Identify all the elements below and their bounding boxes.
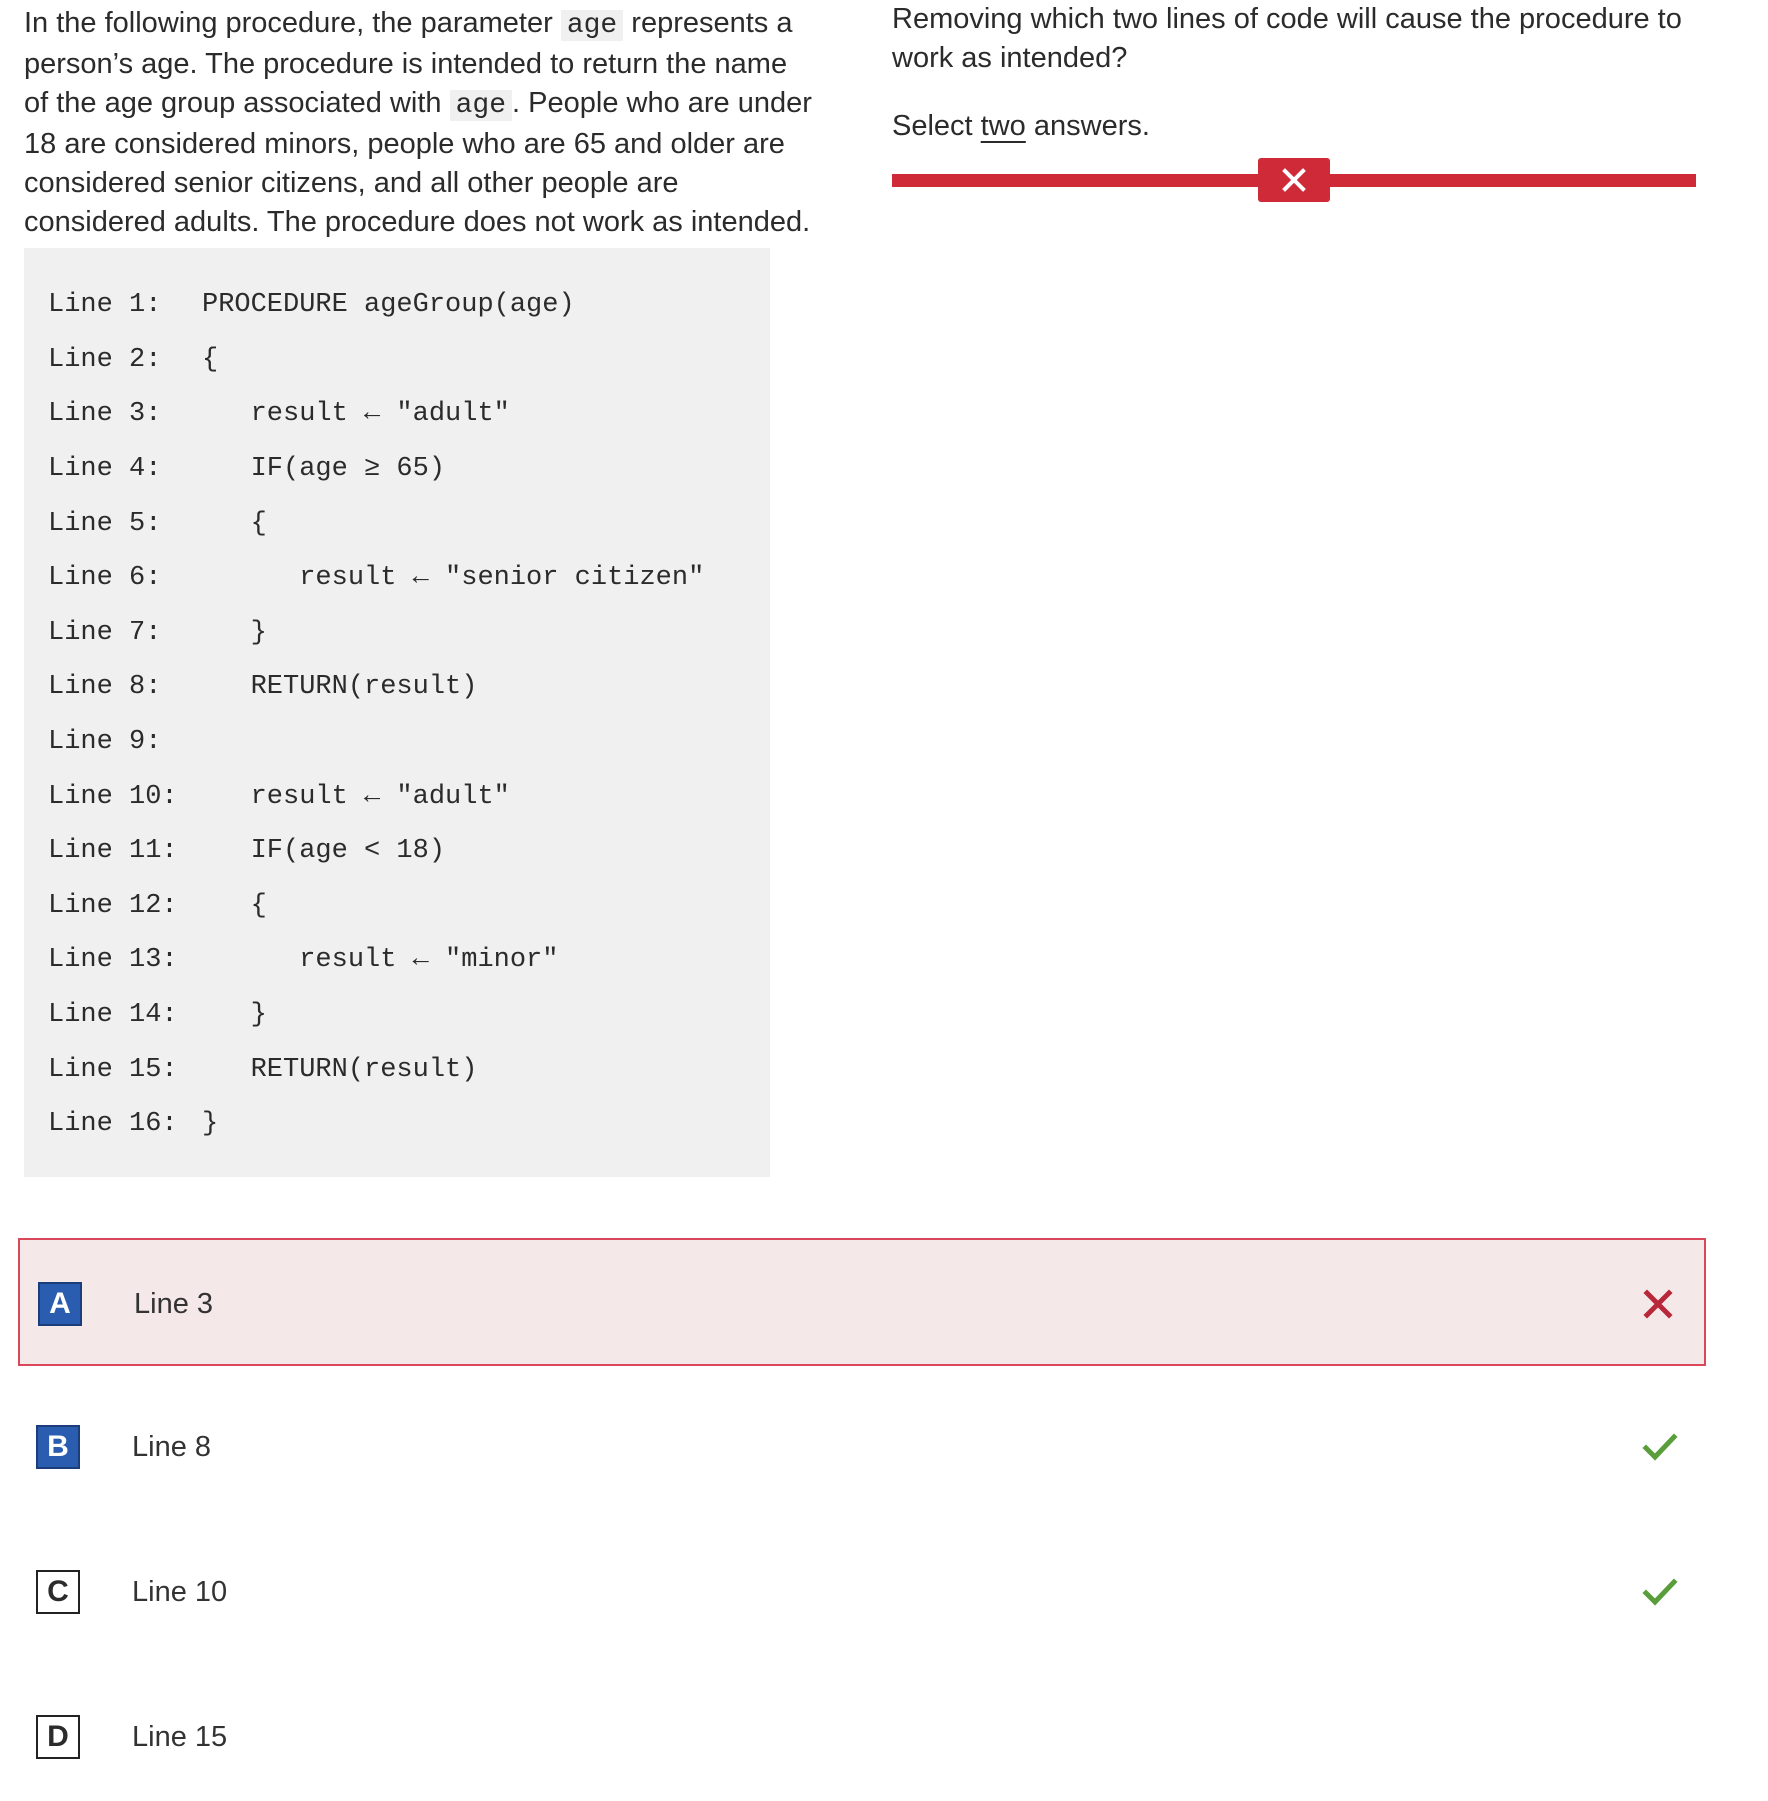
code-line-text: } (202, 617, 267, 648)
code-line (48, 442, 770, 497)
code-line (48, 333, 770, 388)
code-line (48, 551, 770, 606)
choice-letter-d[interactable]: D (36, 1715, 80, 1759)
code-line-number: Line 8: (48, 672, 162, 703)
choice-letter-a[interactable]: A (38, 1282, 82, 1326)
code-line (48, 278, 770, 333)
stem-text-1: In the following procedure, the parameter (24, 7, 561, 39)
stem-code-age-1: age (561, 10, 623, 41)
code-line-number: Line 9: (48, 727, 162, 758)
code-line-text: result ← "senior citizen" (202, 563, 705, 594)
answer-choice-d[interactable] (18, 1673, 1706, 1801)
code-line (48, 824, 770, 879)
choice-label-a: Line 3 (134, 1288, 214, 1320)
code-line-number: Line 11: (48, 836, 178, 867)
code-line-text: result ← "minor" (202, 945, 559, 976)
choice-label-d: Line 15 (132, 1721, 228, 1753)
code-line (48, 1097, 770, 1152)
code-line (48, 769, 770, 824)
code-line-text: { (202, 344, 219, 375)
stem-text-3: . People who are under 18 are considered minors, people who are 65 and older are considered senior citizens, and all other people are considered adults. The procedure does not work as intended. (24, 87, 812, 238)
code-line-text: PROCEDURE ageGroup(age) (202, 290, 575, 321)
code-line-number: Line 10: (48, 781, 178, 812)
code-line (48, 933, 770, 988)
code-line-text: } (202, 1000, 267, 1031)
code-line-number: Line 7: (48, 617, 162, 648)
select-count: two (980, 110, 1026, 142)
code-line (48, 715, 770, 770)
code-line-number: Line 6: (48, 563, 162, 594)
select-instruction (892, 107, 1150, 146)
choice-label-b: Line 8 (132, 1431, 212, 1463)
stem-code-age-2: age (450, 90, 512, 121)
choice-letter-c[interactable]: C (36, 1570, 80, 1614)
result-status-badge (1258, 158, 1330, 202)
incorrect-cross-icon (1638, 1284, 1678, 1324)
correct-check-icon (1640, 1572, 1680, 1612)
code-line (48, 879, 770, 934)
select-prefix: Select (892, 110, 981, 142)
correct-check-icon (1640, 1427, 1680, 1467)
answer-choice-a[interactable] (18, 1238, 1706, 1366)
question-stem (24, 4, 816, 242)
code-line-number: Line 2: (48, 344, 162, 375)
code-line-text: IF(age ≥ 65) (202, 454, 446, 485)
code-line-text: result ← "adult" (202, 399, 510, 430)
code-line (48, 988, 770, 1043)
code-line-number: Line 1: (48, 290, 162, 321)
code-line-text: { (202, 890, 267, 921)
code-line-text: } (202, 1109, 219, 1140)
code-line-number: Line 12: (48, 890, 178, 921)
choice-letter-b[interactable]: B (36, 1425, 80, 1469)
close-icon (1281, 167, 1307, 193)
code-line-number: Line 13: (48, 945, 178, 976)
code-block (24, 248, 770, 1177)
stem-text-2: represents a person’s age. The procedure is intended to return the name of the age group associated with (24, 7, 793, 119)
code-line-number: Line 4: (48, 454, 162, 485)
select-suffix: answers. (1025, 110, 1150, 142)
code-line-number: Line 14: (48, 1000, 178, 1031)
code-line-text: RETURN(result) (202, 1054, 478, 1085)
code-line (48, 660, 770, 715)
question-prompt: Removing which two lines of code will cause the procedure to work as intended? (892, 3, 1682, 74)
code-line-number: Line 3: (48, 399, 162, 430)
answer-choice-b[interactable] (18, 1383, 1706, 1511)
code-line (48, 1042, 770, 1097)
code-line-number: Line 5: (48, 508, 162, 539)
answer-choice-c[interactable] (18, 1528, 1706, 1656)
code-line-text: RETURN(result) (202, 672, 478, 703)
code-line-number: Line 15: (48, 1054, 178, 1085)
code-line-text: { (202, 508, 267, 539)
code-line (48, 496, 770, 551)
code-line-text: result ← "adult" (202, 781, 510, 812)
code-line (48, 606, 770, 661)
code-line (48, 387, 770, 442)
code-line-text: IF(age < 18) (202, 836, 446, 867)
choice-label-c: Line 10 (132, 1576, 228, 1608)
code-line-number: Line 16: (48, 1109, 178, 1140)
